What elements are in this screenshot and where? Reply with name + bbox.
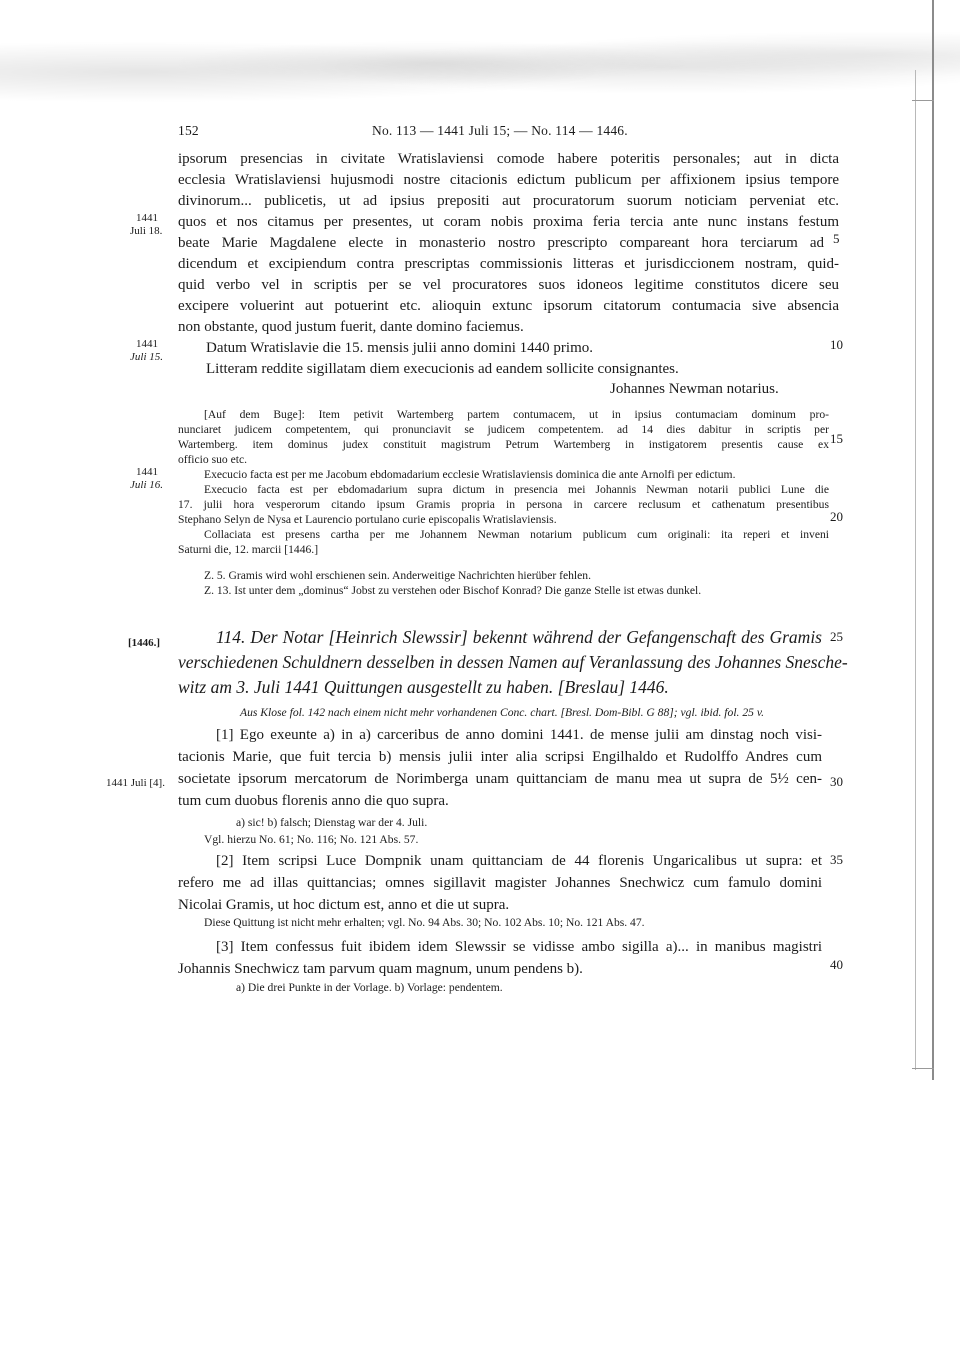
note-line: 17. julii hora vesperorum citando ipsum Gramis propria in persona in carcere reclusum et cathenatum presentibus bbox=[178, 498, 829, 511]
scan-edge-line bbox=[932, 0, 934, 1080]
note-line: Wartemberg. item dominus judex constituit magistrum Petrum Wartemberg in instigatorem presentis cause ex bbox=[178, 438, 829, 451]
line-number: 20 bbox=[830, 509, 843, 524]
note-line: Saturni die, 12. marcii [1446.] bbox=[178, 543, 319, 556]
margin-date: 1441 bbox=[136, 212, 158, 224]
text-line: Nicolai Gramis, ut hoc dictum est, anno et die ut supra. bbox=[178, 897, 510, 913]
text-line: [1] Ego exeunte a) in a) carceribus de anno domini 1441. de mense julii am dinstag noch visi- bbox=[216, 727, 822, 743]
margin-date: [1446.] bbox=[128, 637, 161, 649]
note-line: officio suo etc. bbox=[178, 453, 248, 466]
scan-edge-tick bbox=[912, 1068, 934, 1069]
note-line: Vgl. hierzu No. 61; No. 116; No. 121 Abs. 57. bbox=[204, 833, 419, 846]
signature-line: Johannes Newman notarius. bbox=[610, 381, 779, 397]
note-line: Diese Quittung ist nicht mehr erhalten; vgl. No. 94 Abs. 30; No. 102 Abs. 10; No. 121 Abs. 47. bbox=[204, 916, 645, 929]
note-line: a) sic! b) falsch; Dienstag war der 4. Juli. bbox=[236, 816, 428, 829]
text-line: non obstante, quod justum fuerit, dante domino faciemus. bbox=[178, 319, 524, 335]
text-line: divinorum... publicetis, ut ad ipsius prepositi aut procuratorum suorum noticiam perveniat etc. bbox=[178, 193, 839, 209]
margin-date: 1441 bbox=[136, 338, 158, 350]
line-number: 35 bbox=[830, 852, 843, 867]
note-line: Execucio facta est per me Jacobum ebdomadarium ecclesie Wratislaviensis dominica die ante Arnolfi per edictum. bbox=[204, 468, 736, 481]
text-line: tacionis Marie, que fuit tercia b) mensis julii inter alia scripsi Engilhaldo et Rudolffo Andres cum bbox=[178, 749, 822, 765]
text-line: tum cum duobus florenis anno die quo supra. bbox=[178, 793, 449, 809]
margin-date: 1441 Juli [4]. bbox=[106, 777, 165, 789]
line-number: 5 bbox=[833, 231, 840, 246]
text-line: ecclesia Wratislaviensi hujusmodi nostre citacionis edictum publicum per affixionem ipsius tempore bbox=[178, 172, 839, 188]
margin-date: Juli 16. bbox=[130, 479, 163, 491]
line-number: 10 bbox=[830, 337, 843, 352]
text-line: Litteram reddite sigillatam diem execucionis ad eandem sollicite consignantes. bbox=[206, 361, 679, 377]
running-title: No. 113 — 1441 Juli 15; — No. 114 — 1446. bbox=[372, 123, 628, 138]
note-line: nunciaret judicem competentem, qui pronunciavit se judicem competentem. ad 14 dies dabitur in scriptis per bbox=[178, 423, 829, 436]
text-line: Datum Wratislavie die 15. mensis julii anno domini 1440 primo. bbox=[206, 340, 593, 356]
text-line: Johannis Snechwicz tam parvum quam magnum, unum pendens b). bbox=[178, 961, 583, 977]
document-title: 114. Der Notar [Heinrich Slewssir] bekennt während der Gefangenschaft des Gramis bbox=[216, 627, 822, 647]
scan-edge-tick bbox=[912, 100, 934, 101]
text-line: dicendum et excipiendum contra prescriptas commissionis litteras et jurisdiccionem nostram, quid- bbox=[178, 256, 839, 272]
margin-date: Juli 15. bbox=[130, 351, 163, 363]
text-line: ipsorum presencias in civitate Wratislaviensi comode habere poteritis personales; aut in dicta bbox=[178, 151, 839, 167]
note-line: [Auf dem Buge]: Item petivit Wartemberg partem contumacem, ut in ipsius contumaciam dominum pro- bbox=[204, 408, 829, 421]
page-number: 152 bbox=[178, 123, 199, 138]
line-number: 30 bbox=[830, 774, 843, 789]
text-line: excipere voluerint aut potuerint etc. alioquin extunc ipsorum citatorum contumacia sive absencia bbox=[178, 298, 839, 314]
scan-edge-line-inner bbox=[915, 70, 916, 1070]
note-line: Z. 13. Ist unter dem „dominus“ Jobst zu verstehen oder Bischof Konrad? Die ganze Stelle ist etwas dunkel. bbox=[204, 584, 702, 597]
note-line: Execucio facta est per ebdomadarium supra dictum in presencia mei Johannis Newman notarii publici Lune die bbox=[204, 483, 829, 496]
text-line: [2] Item scripsi Luce Dompnik unam quittanciam de 44 florenis Ungaricalibus ut supra: et bbox=[216, 853, 822, 869]
note-line: Collaciata est presens cartha per me Johannem Newman notarium publicum cum originali: ita reperi et inveni bbox=[204, 528, 829, 541]
text-line: quos et nos citamus per presentes, ut coram nobis proxima feria tercia ante nunc instans festum bbox=[178, 214, 839, 230]
text-line: societate ipsorum mercatorum de Norimberga unam quittanciam de manu mea ut supra de 5½ cen- bbox=[178, 771, 822, 787]
scan-smudge bbox=[0, 18, 960, 108]
note-line: Z. 5. Gramis wird wohl erschienen sein. Anderweitige Nachrichten hierüber fehlen. bbox=[204, 569, 591, 582]
note-line: a) Die drei Punkte in der Vorlage. b) Vorlage: pendentem. bbox=[236, 981, 503, 994]
line-number: 40 bbox=[830, 957, 843, 972]
line-number: 25 bbox=[830, 629, 843, 644]
margin-date: Juli 18. bbox=[130, 225, 163, 237]
document-title: witz am 3. Juli 1441 Quittungen ausgestellt zu haben. [Breslau] 1446. bbox=[178, 677, 669, 697]
note-line: Stephano Selyn de Nysa et Laurencio portulano curie episcopalis Wratislaviensis. bbox=[178, 513, 557, 526]
text-line: quid verbo vel in scriptis per se vel procuratores suos idoneos legitime constitutos dicere seu bbox=[178, 277, 839, 293]
line-number: 15 bbox=[830, 431, 843, 446]
margin-date: 1441 bbox=[136, 466, 158, 478]
document-title: verschiedenen Schuldnern desselben in dessen Namen auf Veranlassung des Johannes Snesche- bbox=[178, 652, 848, 672]
source-note: Aus Klose fol. 142 nach einem nicht mehr vorhandenen Conc. chart. [Bresl. Dom-Bibl. G 88]; vgl. ibid. fol. 25 v. bbox=[240, 706, 765, 719]
text-line: refero me ad illas quittancias; omnes sigillavit magister Johannes Snechwicz cum famulo domini bbox=[178, 875, 822, 891]
text-line: beate Marie Magdalene electe in monasterio nostro prescripto compareant hora terciarum ad bbox=[178, 235, 824, 251]
text-line: [3] Item confessus fuit ibidem idem Slewssir se vidisse ambo sigilla a)... in manibus magistri bbox=[216, 939, 822, 955]
